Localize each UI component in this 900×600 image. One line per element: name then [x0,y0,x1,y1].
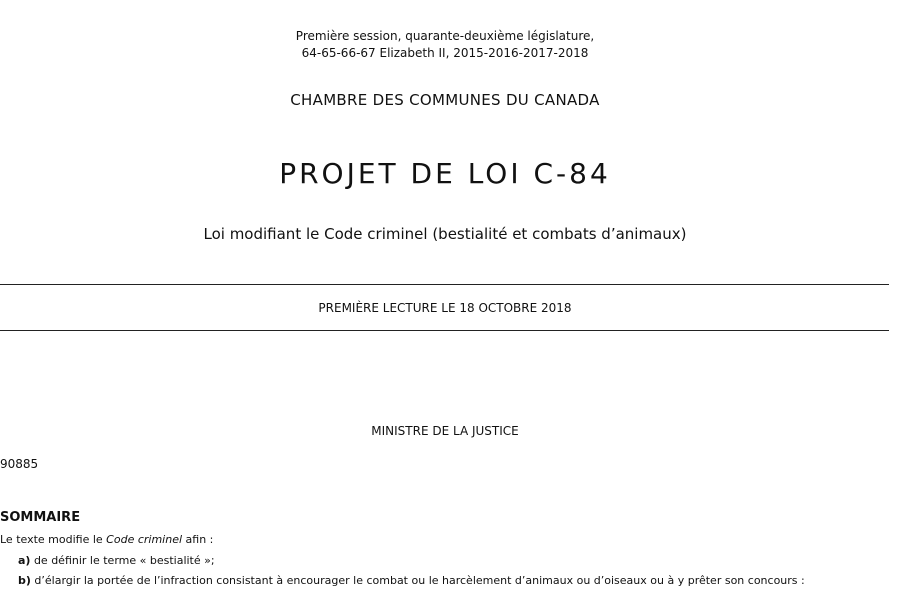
chamber-title: CHAMBRE DES COMMUNES DU CANADA [290,91,600,109]
bill-subtitle: Loi modifiant le Code criminel (bestialité et combats d’animaux) [203,225,687,243]
sponsor-minister: MINISTRE DE LA JUSTICE [371,424,519,438]
session-line-2: 64-65-66-67 Elizabeth II, 2015-2016-2017-2018 [301,46,589,60]
session-line-1: Première session, quarante-deuxième législature, [295,29,595,43]
item-a-text: de définir le terme « bestialité »; [30,554,215,567]
item-b-text: d’élargir la portée de l’infraction consistant à encourager le combat ou le harcèlement d’animaux ou d’oiseaux ou à y prêter son concours : [30,574,805,587]
first-reading-date: PREMIÈRE LECTURE LE 18 OCTOBRE 2018 [318,301,572,315]
criminal-code-reference: Code criminel [106,533,183,546]
summary-intro-end: afin : [182,533,214,546]
session-info [0,28,890,62]
summary-intro [0,533,213,547]
bottom-divider [0,330,889,331]
summary-intro-start: Le texte modifie le [0,533,107,546]
summary-item-a [18,554,215,568]
top-divider [0,284,889,285]
bill-number-title: PROJET DE LOI C-84 [279,157,611,190]
document-code: 90885 [0,457,39,471]
item-b-label: b) [18,574,31,587]
item-a-label: a) [18,554,31,567]
summary-item-b [18,574,890,588]
summary-heading: SOMMAIRE [0,510,81,525]
